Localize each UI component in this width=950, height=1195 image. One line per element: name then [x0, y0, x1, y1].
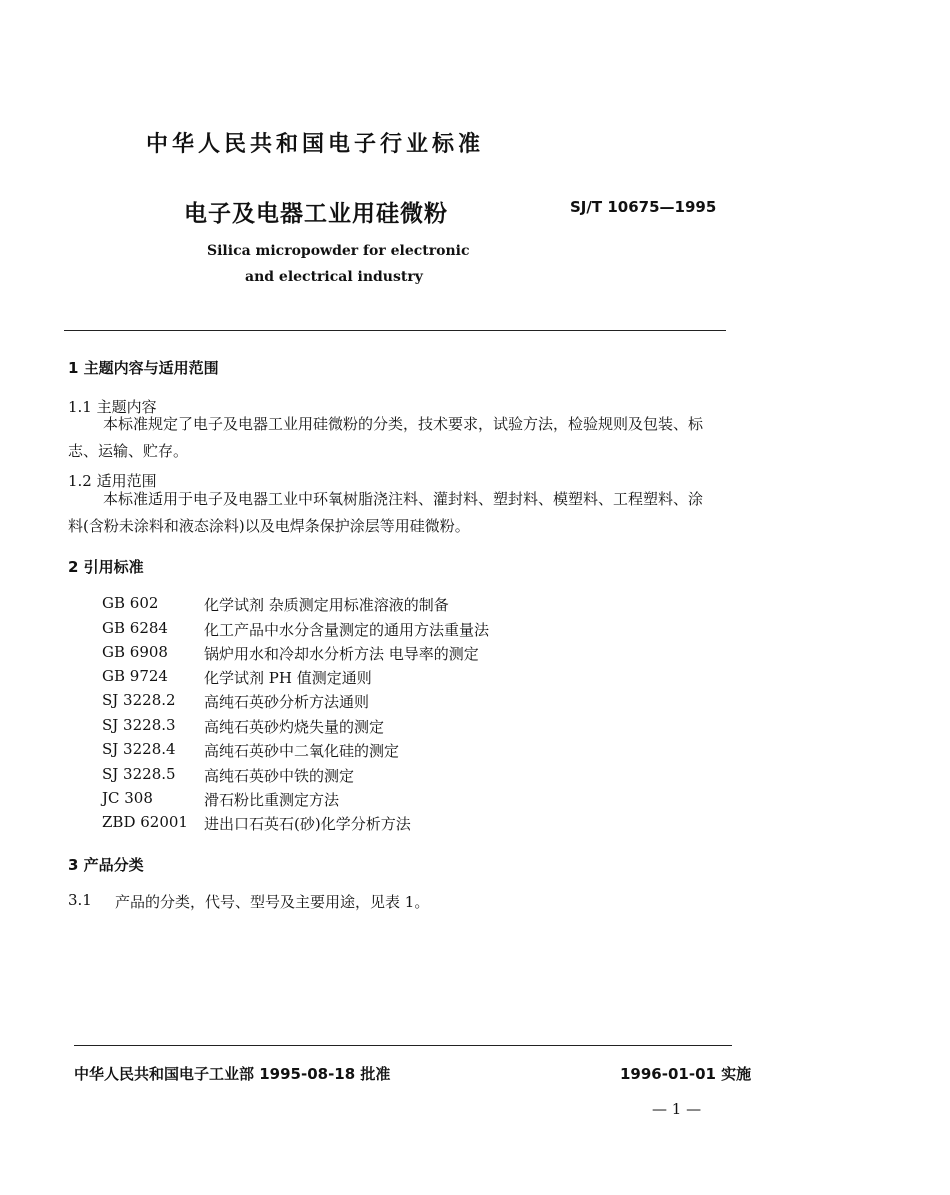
document-title: 电子及电器工业用硅微粉 [184, 201, 448, 227]
reference-code: GB 6284 [102, 619, 168, 637]
page-number: — 1 — [652, 1100, 702, 1118]
section-3-heading: 3 产品分类 [68, 856, 144, 874]
reference-code: GB 6908 [102, 643, 168, 661]
english-title-line-2: and electrical industry [245, 269, 423, 285]
reference-title: 高纯石英砂灼烧失量的测定 [204, 718, 385, 736]
section-1-2-heading: 1.2 适用范围 [68, 472, 157, 490]
section-2-heading: 2 引用标准 [68, 558, 144, 576]
reference-title: 化工产品中水分含量测定的通用方法重量法 [204, 621, 490, 639]
english-title-line-1: Silica micropowder for electronic [207, 243, 470, 259]
section-1-1-text-line-1: 本标准规定了电子及电器工业用硅微粉的分类，技术要求，试验方法，检验规则及包装、标 [103, 415, 704, 433]
footer-divider [74, 1045, 732, 1046]
approval-line: 中华人民共和国电子工业部 1995-08-18 批准 [74, 1065, 391, 1083]
reference-code: SJ 3228.5 [102, 765, 176, 783]
reference-code: SJ 3228.3 [102, 716, 176, 734]
standard-number: SJ/T 10675—1995 [570, 198, 717, 216]
reference-title: 进出口石英石(砂)化学分析方法 [204, 815, 411, 833]
reference-code: GB 602 [102, 594, 159, 612]
reference-code: SJ 3228.2 [102, 691, 176, 709]
reference-title: 高纯石英砂中铁的测定 [204, 767, 355, 785]
section-1-1-heading: 1.1 主题内容 [68, 398, 157, 416]
reference-code: GB 9724 [102, 667, 168, 685]
reference-title: 化学试剂 PH 值测定通则 [204, 669, 372, 687]
reference-code: JC 308 [102, 789, 153, 807]
section-1-heading: 1 主题内容与适用范围 [68, 359, 219, 377]
reference-code: ZBD 62001 [102, 813, 188, 831]
reference-title: 高纯石英砂中二氧化硅的测定 [204, 742, 400, 760]
reference-title: 化学试剂 杂质测定用标准溶液的制备 [204, 596, 449, 614]
section-1-1-text-line-2: 志、运输、贮存。 [68, 442, 189, 460]
section-1-2-text-line-2: 料(含粉未涂料和液态涂料)以及电焊条保护涂层等用硅微粉。 [68, 517, 470, 535]
reference-title: 滑石粉比重测定方法 [204, 791, 340, 809]
org-title: 中华人民共和国电子行业标准 [146, 132, 485, 157]
reference-title: 锅炉用水和冷却水分析方法 电导率的测定 [204, 645, 479, 663]
reference-code: SJ 3228.4 [102, 740, 176, 758]
section-3-1-text: 产品的分类，代号、型号及主要用途，见表 1。 [115, 893, 430, 911]
implementation-date: 1996-01-01 实施 [620, 1065, 752, 1083]
section-3-1-number: 3.1 [68, 891, 92, 909]
section-1-2-text-line-1: 本标准适用于电子及电器工业中环氧树脂浇注料、灌封料、塑封料、模塑料、工程塑料、涂 [103, 490, 704, 508]
header-divider [64, 330, 726, 331]
reference-title: 高纯石英砂分析方法通则 [204, 693, 370, 711]
